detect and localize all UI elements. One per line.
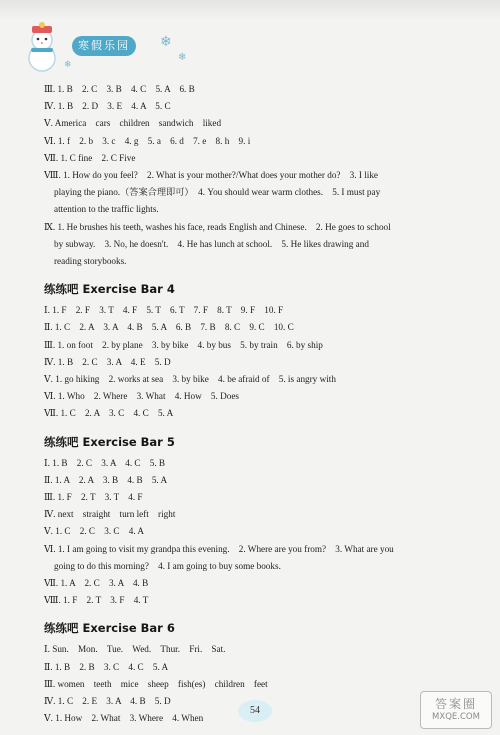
answer-line-continuation: reading storybooks. (54, 256, 127, 267)
answer-line-continuation: attention to the traffic lights. (54, 204, 159, 215)
answer-line: Ⅱ. 1. C 2. A 3. A 4. B 5. A 6. B 7. B 8. C 9. C 10. C (44, 322, 294, 333)
answer-line: Ⅵ. 1. f 2. b 3. c 4. g 5. a 6. d 7. e 8. h 9. i (44, 135, 251, 146)
snowflake-icon: ❄ (178, 52, 187, 63)
answer-line: Ⅴ. 1. How 2. What 3. Where 4. When (44, 713, 204, 724)
answer-line: Ⅶ. 1. A 2. C 3. A 4. B (44, 578, 149, 589)
answer-line: Ⅷ. 1. F 2. T 3. F 4. T (44, 595, 149, 606)
watermark-top-text: 答案圈 (434, 697, 477, 711)
answer-line: Ⅲ. 1. F 2. T 3. T 4. F (44, 492, 143, 503)
answer-line: Ⅱ. 1. A 2. A 3. B 4. B 5. A (44, 474, 168, 485)
answer-line: Ⅴ. 1. C 2. C 3. C 4. A (44, 526, 145, 537)
answer-line: Ⅵ. 1. Who 2. Where 3. What 4. How 5. Does (44, 391, 240, 402)
answer-line: Ⅳ. 1. B 2. C 3. A 4. E 5. D (44, 356, 171, 367)
answer-line: Ⅸ. 1. He brushes his teeth, washes his face, reads English and Chinese. 2. He goes to school (44, 221, 391, 232)
answer-line: Ⅶ. 1. C fine 2. C Five (44, 152, 136, 163)
answer-line: Ⅲ. women teeth mice sheep fish(es) children feet (44, 678, 268, 689)
answer-line: Ⅳ. next straight turn left right (44, 509, 176, 520)
answer-line: Ⅴ. 1. go hiking 2. works at sea 3. by bike 4. be afraid of 5. is angry with (44, 374, 336, 385)
answer-content (32, 81, 472, 728)
section-title: 练练吧 Exercise Bar 6 (44, 621, 175, 636)
watermark-logo (420, 691, 492, 729)
answer-line: Ⅷ. 1. How do you feel? 2. What is your mother?/What does your mother do? 3. I like (44, 170, 379, 181)
watermark-bottom-text: MXQE.COM (432, 712, 480, 722)
answer-line: Ⅶ. 1. C 2. A 3. C 4. C 5. A (44, 408, 174, 419)
snowflake-icon: ❄ (160, 34, 172, 50)
answer-line: Ⅰ. Sun. Mon. Tue. Wed. Thur. Fri. Sat. (44, 644, 226, 655)
answer-line-continuation: playing the piano.（答案合理即可） 4. You should wear warm clothes. 5. I must pay (54, 187, 381, 198)
answer-line: Ⅲ. 1. B 2. C 3. B 4. C 5. A 6. B (44, 84, 195, 94)
answer-line-continuation: by subway. 3. No, he doesn't. 4. He has lunch at school. 5. He likes drawing and (54, 238, 369, 249)
answer-line: Ⅲ. 1. on foot 2. by plane 3. by bike 4. by bus 5. by train 6. by ship (44, 339, 323, 350)
section-title: 练练吧 Exercise Bar 4 (44, 282, 175, 297)
answer-line: Ⅰ. 1. F 2. F 3. T 4. F 5. T 6. T 7. F 8. T 9. F 10. F (44, 305, 284, 316)
answer-line: Ⅳ. 1. B 2. D 3. E 4. A 5. C (44, 101, 171, 112)
answer-line: Ⅵ. 1. I am going to visit my grandpa this evening. 2. Where are you from? 3. What are you (44, 543, 394, 554)
answer-line: Ⅳ. 1. C 2. E 3. A 4. B 5. D (44, 696, 171, 707)
page-top-band (0, 0, 500, 20)
page-number: 54 (238, 700, 272, 722)
answer-line-continuation: going to do this morning? 4. I am going to buy some books. (54, 560, 281, 571)
answer-line: Ⅴ. America cars children sandwich liked (44, 118, 222, 129)
header-logo (20, 22, 190, 74)
logo-title: 寒假乐园 (72, 36, 136, 56)
answer-line: Ⅱ. 1. B 2. B 3. C 4. C 5. A (44, 661, 169, 672)
section-title: 练练吧 Exercise Bar 5 (44, 434, 175, 449)
snowflake-icon: ❄ (64, 60, 72, 70)
answer-line: Ⅰ. 1. B 2. C 3. A 4. C 5. B (44, 457, 166, 468)
